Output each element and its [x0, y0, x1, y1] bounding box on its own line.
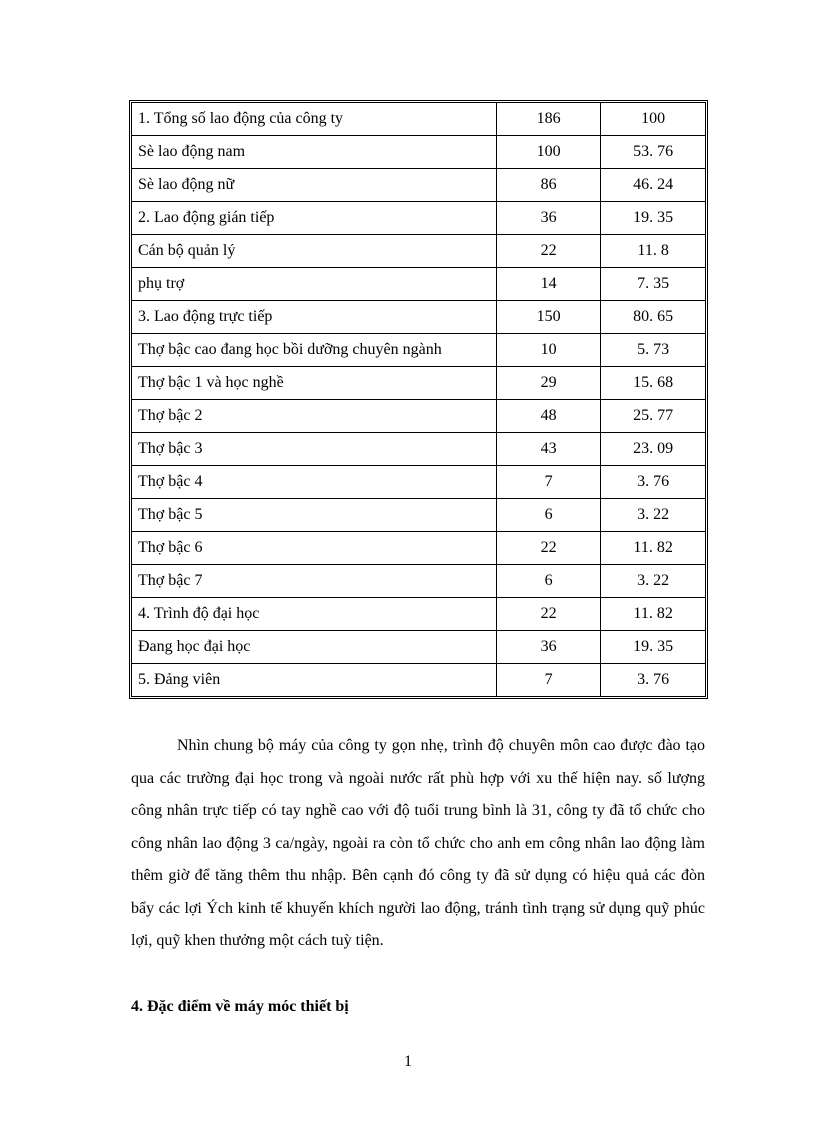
row-count: 22 [497, 532, 601, 565]
summary-paragraph: Nhìn chung bộ máy của công ty gọn nhẹ, trình độ chuyên môn cao được đào tạo qua các trường đại học trong và ngoài nước rất phù hợp với xu thế hiện nay. số lượng công nhân trực tiếp có tay nghề cao với độ tuổi trung bình là 31, công ty đã tổ chức cho công nhân lao động 3 ca/ngày, ngoài ra còn tổ chức cho anh em công nhân lao động làm thêm giờ để tăng thêm thu nhập. Bên cạnh đó công ty đã sử dụng có hiệu quả các đòn bẩy các lợi Ých kinh tế khuyến khích người lao động, tránh tình trạng sử dụng quỹ phúc lợi, quỹ khen thưởng một cách tuỳ tiện. [131, 737, 705, 949]
table-row [132, 169, 705, 202]
table-row [132, 103, 705, 136]
table-row [132, 301, 705, 334]
row-count: 10 [497, 334, 601, 367]
row-label: Cán bộ quản lý [132, 235, 497, 268]
row-label: Thợ bậc 1 và học nghề [132, 367, 497, 400]
row-percent: 100 [601, 103, 705, 136]
table-row [132, 367, 705, 400]
row-label: 5. Đảng viên [132, 664, 497, 697]
row-label: phụ trợ [132, 268, 497, 301]
row-percent: 80. 65 [601, 301, 705, 334]
row-percent: 19. 35 [601, 202, 705, 235]
row-percent: 15. 68 [601, 367, 705, 400]
table-row [132, 631, 705, 664]
table-row [132, 466, 705, 499]
row-label: Thợ bậc 6 [132, 532, 497, 565]
row-label: Thợ bậc 7 [132, 565, 497, 598]
row-count: 48 [497, 400, 601, 433]
table-row [132, 235, 705, 268]
row-percent: 3. 22 [601, 565, 705, 598]
labor-statistics-table [132, 103, 705, 696]
row-percent: 11. 82 [601, 598, 705, 631]
row-count: 22 [497, 235, 601, 268]
row-percent: 53. 76 [601, 136, 705, 169]
row-count: 7 [497, 466, 601, 499]
row-percent: 3. 22 [601, 499, 705, 532]
labor-statistics-table-frame [129, 100, 708, 699]
row-percent: 3. 76 [601, 466, 705, 499]
row-percent: 5. 73 [601, 334, 705, 367]
row-count: 36 [497, 631, 601, 664]
row-label: Đang học đại học [132, 631, 497, 664]
table-row [132, 598, 705, 631]
row-count: 6 [497, 565, 601, 598]
row-count: 150 [497, 301, 601, 334]
row-count: 22 [497, 598, 601, 631]
table-row [132, 334, 705, 367]
row-count: 6 [497, 499, 601, 532]
table-row [132, 565, 705, 598]
row-label: Thợ bậc cao đang học bồi dưỡng chuyên ngành [132, 334, 497, 367]
row-label: 3. Lao động trực tiếp [132, 301, 497, 334]
row-label: Thợ bậc 5 [132, 499, 497, 532]
row-label: Thợ bậc 2 [132, 400, 497, 433]
row-percent: 3. 76 [601, 664, 705, 697]
row-label: Sè lao động nam [132, 136, 497, 169]
table-row [132, 433, 705, 466]
row-percent: 46. 24 [601, 169, 705, 202]
table-row [132, 499, 705, 532]
row-count: 36 [497, 202, 601, 235]
row-label: Thợ bậc 3 [132, 433, 497, 466]
row-percent: 25. 77 [601, 400, 705, 433]
row-percent: 11. 8 [601, 235, 705, 268]
row-count: 43 [497, 433, 601, 466]
row-percent: 7. 35 [601, 268, 705, 301]
row-label: Thợ bậc 4 [132, 466, 497, 499]
row-count: 86 [497, 169, 601, 202]
row-count: 7 [497, 664, 601, 697]
table-row [132, 136, 705, 169]
row-label: Sè lao động nữ [132, 169, 497, 202]
row-label: 2. Lao động gián tiếp [132, 202, 497, 235]
row-count: 29 [497, 367, 601, 400]
row-count: 100 [497, 136, 601, 169]
row-count: 186 [497, 103, 601, 136]
table-row [132, 268, 705, 301]
row-count: 14 [497, 268, 601, 301]
row-label: 1. Tổng số lao động của công ty [132, 103, 497, 136]
row-label: 4. Trình độ đại học [132, 598, 497, 631]
section-heading: 4. Đặc điểm về máy móc thiết bị [131, 998, 349, 1015]
table-row [132, 400, 705, 433]
row-percent: 11. 82 [601, 532, 705, 565]
row-percent: 23. 09 [601, 433, 705, 466]
labor-statistics-table-body [132, 103, 705, 696]
table-row [132, 664, 705, 697]
page-number: 1 [404, 1053, 412, 1070]
table-row [132, 202, 705, 235]
table-row [132, 532, 705, 565]
row-percent: 19. 35 [601, 631, 705, 664]
